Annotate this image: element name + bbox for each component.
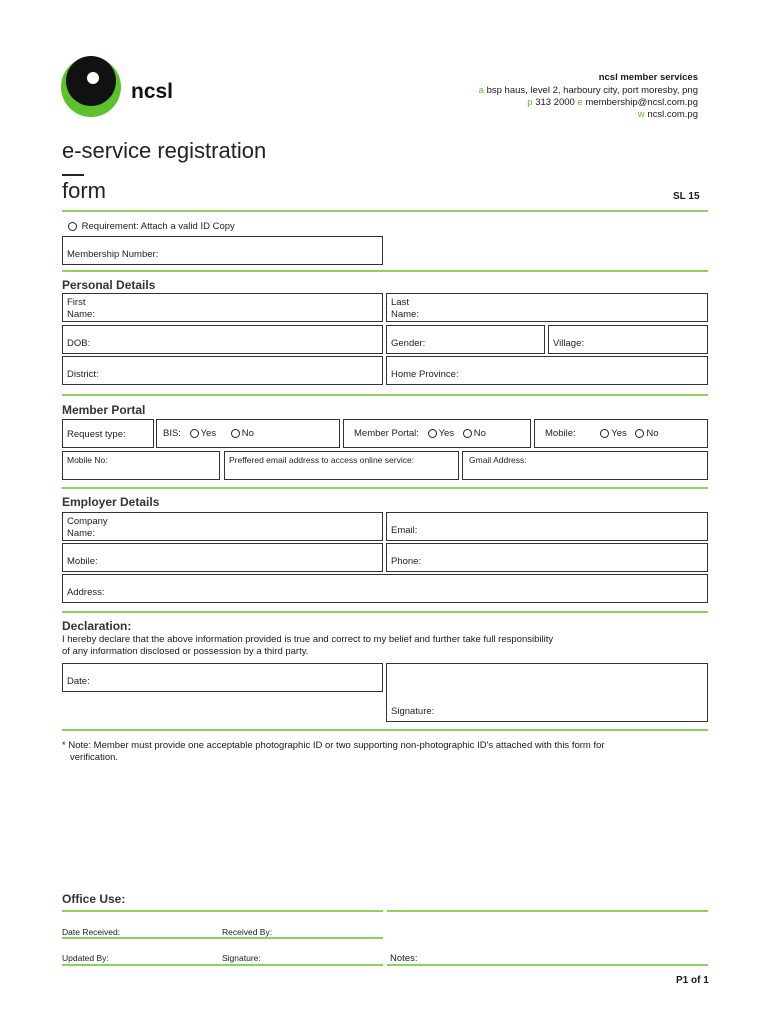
declaration-title: Declaration: [62, 619, 132, 633]
declaration-signature-field[interactable]: Signature: [386, 663, 708, 722]
divider [62, 487, 708, 489]
portal-yes-radio[interactable] [428, 429, 437, 438]
page-number: P1 of 1 [676, 975, 709, 986]
ncsl-logo-icon [60, 56, 122, 118]
company-name-field[interactable]: Company Name: [62, 512, 383, 541]
employer-details-title: Employer Details [62, 495, 160, 509]
header-web: w ncsl.com.pg [637, 109, 698, 120]
ncsl-logo [60, 56, 122, 118]
portal-no-radio[interactable] [463, 429, 472, 438]
employer-email-field[interactable]: Email: [386, 512, 708, 541]
divider [62, 729, 708, 731]
divider [62, 394, 708, 396]
mobile-yes-radio[interactable] [600, 429, 609, 438]
divider [387, 910, 708, 912]
notes-label: Notes: [390, 953, 418, 964]
divider [62, 210, 708, 212]
title-dash [62, 174, 84, 176]
member-portal-field: Member Portal: Yes No [343, 419, 531, 448]
membership-number-field[interactable]: Membership Number: [62, 236, 383, 265]
mobile-option-field: Mobile: Yes No [534, 419, 708, 448]
employer-mobile-field[interactable]: Mobile: [62, 543, 383, 572]
gender-field[interactable]: Gender: [386, 325, 545, 354]
form-code: SL 15 [673, 191, 700, 202]
declaration-text-1: I hereby declare that the above information provided is true and correct to my belief and further take full responsibility [62, 634, 554, 645]
gmail-address-field[interactable]: Gmail Address: [462, 451, 708, 480]
member-portal-title: Member Portal [62, 403, 146, 417]
divider [62, 964, 383, 966]
home-province-field[interactable]: Home Province: [386, 356, 708, 385]
declaration-text-2: of any information disclosed or possession by a third party. [62, 646, 309, 657]
personal-details-title: Personal Details [62, 278, 156, 292]
divider [62, 270, 708, 272]
office-signature-label: Signature: [222, 953, 261, 963]
form-title-line2: form [62, 178, 106, 203]
declaration-date-field[interactable]: Date: [62, 663, 383, 692]
district-field[interactable]: District: [62, 356, 383, 385]
office-use-title: Office Use: [62, 892, 126, 906]
header-org: ncsl member services [598, 72, 698, 83]
dob-field[interactable]: DOB: [62, 325, 383, 354]
mobile-no-radio[interactable] [635, 429, 644, 438]
village-field[interactable]: Village: [548, 325, 708, 354]
requirement-row: Requirement: Attach a valid ID Copy [68, 221, 235, 232]
header-phone-email: p 313 2000 e membership@ncsl.com.pg [527, 97, 698, 108]
request-type-field: Request type: [62, 419, 154, 448]
divider [387, 964, 708, 966]
updated-by-label: Updated By: [62, 953, 109, 963]
form-title-line1: e-service registration [62, 138, 267, 163]
employer-address-field[interactable]: Address: [62, 574, 708, 603]
divider [62, 910, 383, 912]
bis-no-radio[interactable] [231, 429, 240, 438]
bis-yes-radio[interactable] [190, 429, 199, 438]
employer-phone-field[interactable]: Phone: [386, 543, 708, 572]
header-address: a bsp haus, level 2, harboury city, port moresby, png [478, 85, 698, 96]
mobile-no-field[interactable]: Mobile No: [62, 451, 220, 480]
bis-field: BIS: Yes No [156, 419, 340, 448]
divider [62, 611, 708, 613]
preferred-email-field[interactable]: Preffered email address to access online service: [224, 451, 459, 480]
last-name-field[interactable]: Last Name: [386, 293, 708, 322]
date-received-label: Date Received: [62, 927, 121, 937]
first-name-field[interactable]: First Name: [62, 293, 383, 322]
note-line-1: * Note: Member must provide one acceptable photographic ID or two supporting non-photographic ID's attached with this form for [62, 740, 605, 751]
requirement-radio[interactable] [68, 222, 77, 231]
received-by-label: Received By: [222, 927, 273, 937]
note-line-2: verification. [70, 752, 119, 763]
logo-text: ncsl [131, 80, 174, 103]
divider [62, 937, 383, 939]
